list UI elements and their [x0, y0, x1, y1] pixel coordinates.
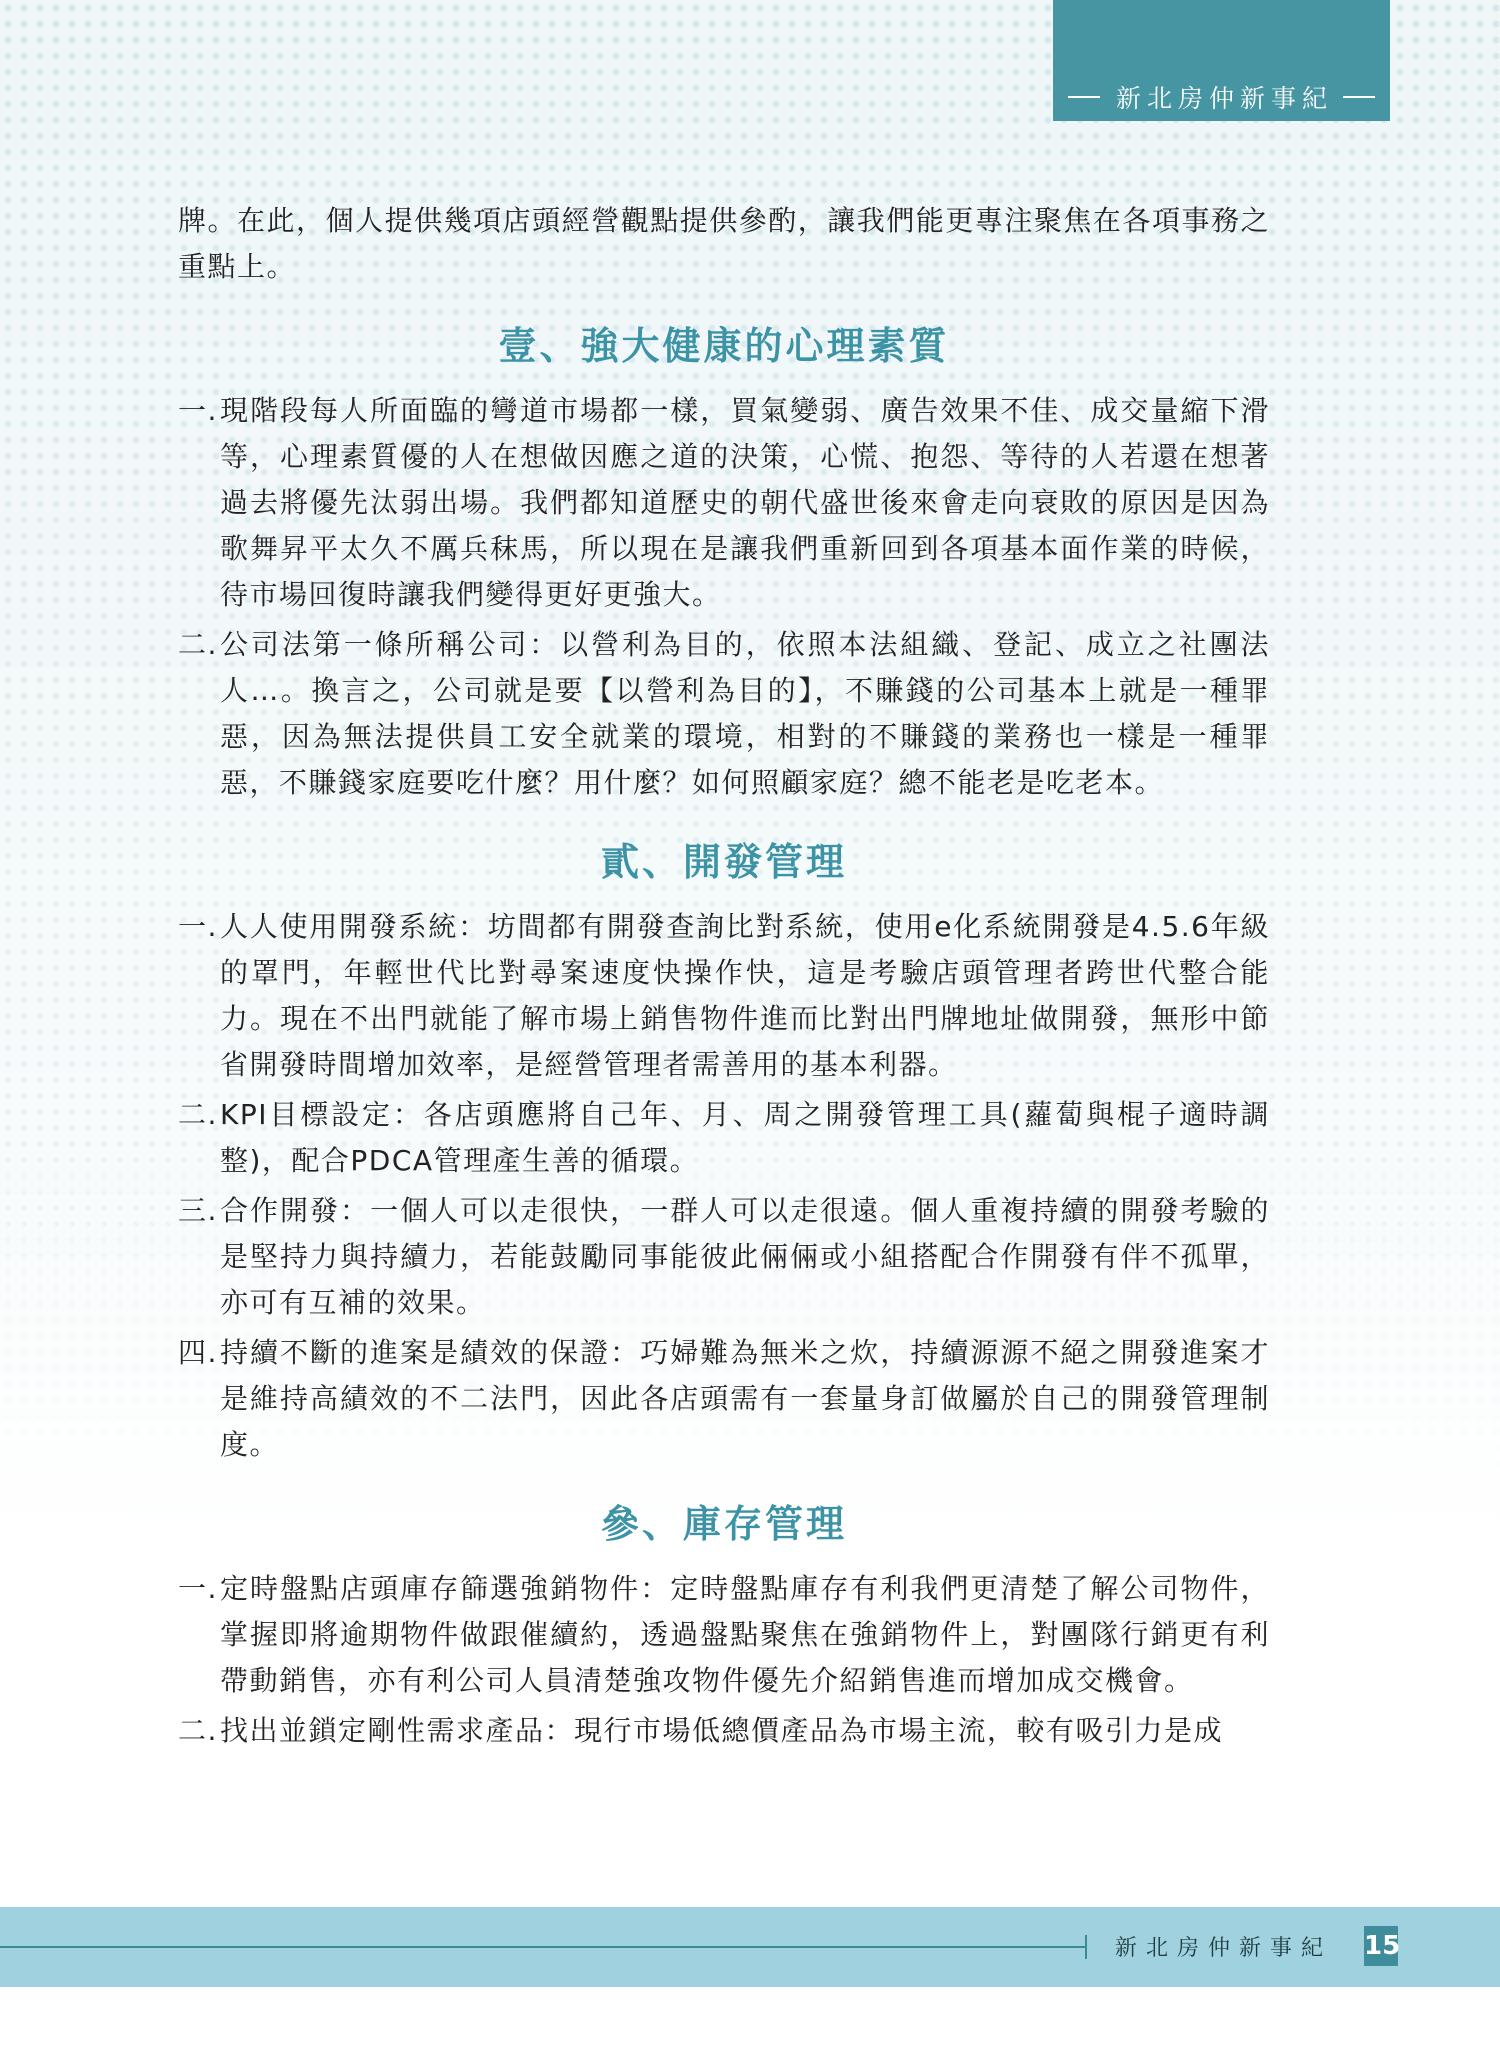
item-number: 二. [178, 1098, 218, 1131]
item-number: 二. [178, 628, 218, 661]
footer-divider [1085, 1935, 1087, 1959]
header-rule-left [1068, 96, 1100, 98]
footer-rule [0, 1946, 1085, 1948]
section-title-2: 貳、開發管理 [600, 840, 847, 884]
list-item [178, 904, 1270, 1088]
section-title-1: 壹、強大健康的心理素質 [498, 324, 950, 368]
footer-band [0, 1907, 1500, 1987]
item-number: 二. [178, 1714, 218, 1747]
list-item [178, 1708, 1270, 1754]
list-item [178, 388, 1270, 618]
item-number: 四. [178, 1336, 218, 1369]
item-number: 一. [178, 1572, 218, 1605]
article-body [178, 198, 1270, 1758]
item-text: 公司法第一條所稱公司：以營利為目的，依照本法組織、登記、成立之社團法人…。換言之，公司就是要【以營利為目的】，不賺錢的公司基本上就是一種罪惡，因為無法提供員工安全就業的環境，相對的不賺錢的業務也一樣是一種罪惡，不賺錢家庭要吃什麼？用什麼？如何照顧家庭？總不能老是吃老本。 [220, 628, 1270, 799]
item-text: 定時盤點店頭庫存篩選強銷物件：定時盤點庫存有利我們更清楚了解公司物件，掌握即將逾期物件做跟催續約，透過盤點聚焦在強銷物件上，對團隊行銷更有利帶動銷售，亦有利公司人員清楚強攻物件優先介紹銷售進而增加成交機會。 [220, 1572, 1270, 1697]
list-item [178, 1188, 1270, 1326]
list-item [178, 1330, 1270, 1468]
list-item [178, 1092, 1270, 1184]
page-number: 15 [1364, 1926, 1398, 1966]
item-text: 人人使用開發系統：坊間都有開發查詢比對系統，使用e化系統開發是4.5.6年級的罩門，年輕世代比對尋案速度快操作快，這是考驗店頭管理者跨世代整合能力。現在不出門就能了解市場上銷售物件進而比對出門牌地址做開發，無形中節省開發時間增加效率，是經營管理者需善用的基本利器。 [220, 910, 1270, 1081]
list-item [178, 622, 1270, 806]
header-title: 新北房仲新事紀 [1115, 84, 1333, 113]
header-rule-right [1343, 96, 1375, 98]
header-title-row [1053, 80, 1390, 114]
item-text: 持續不斷的進案是績效的保證：巧婦難為無米之炊，持續源源不絕之開發進案才是維持高績效的不二法門，因此各店頭需有一套量身訂做屬於自己的開發管理制度。 [220, 1336, 1270, 1461]
item-number: 三. [178, 1194, 218, 1227]
item-number: 一. [178, 910, 218, 943]
item-text: 找出並鎖定剛性需求產品：現行市場低總價產品為市場主流，較有吸引力是成 [220, 1714, 1224, 1747]
section-title-3: 參、庫存管理 [600, 1502, 847, 1546]
item-text: 合作開發：一個人可以走很快，一群人可以走很遠。個人重複持續的開發考驗的是堅持力與持續力，若能鼓勵同事能彼此倆倆或小組搭配合作開發有伴不孤單，亦可有互補的效果。 [220, 1194, 1270, 1319]
item-number: 一. [178, 394, 218, 427]
header-tab [1053, 0, 1390, 121]
item-text: 現階段每人所面臨的彎道市場都一樣，買氣變弱、廣告效果不佳、成交量縮下滑等，心理素質優的人在想做因應之道的決策，心慌、抱怨、等待的人若還在想著過去將優先汰弱出場。我們都知道歷史的朝代盛世後來會走向衰敗的原因是因為歌舞昇平太久不厲兵秣馬，所以現在是讓我們重新回到各項基本面作業的時候，待市場回復時讓我們變得更好更強大。 [220, 394, 1270, 611]
footer-title: 新北房仲新事紀 [1115, 1936, 1333, 1961]
item-text: KPI目標設定：各店頭應將自己年、月、周之開發管理工具(蘿蔔與棍子適時調整)，配合PDCA管理產生善的循環。 [220, 1098, 1270, 1177]
list-item [178, 1566, 1270, 1704]
intro-paragraph: 牌。在此，個人提供幾項店頭經營觀點提供參酌，讓我們能更專注聚焦在各項事務之重點上。 [178, 204, 1270, 283]
